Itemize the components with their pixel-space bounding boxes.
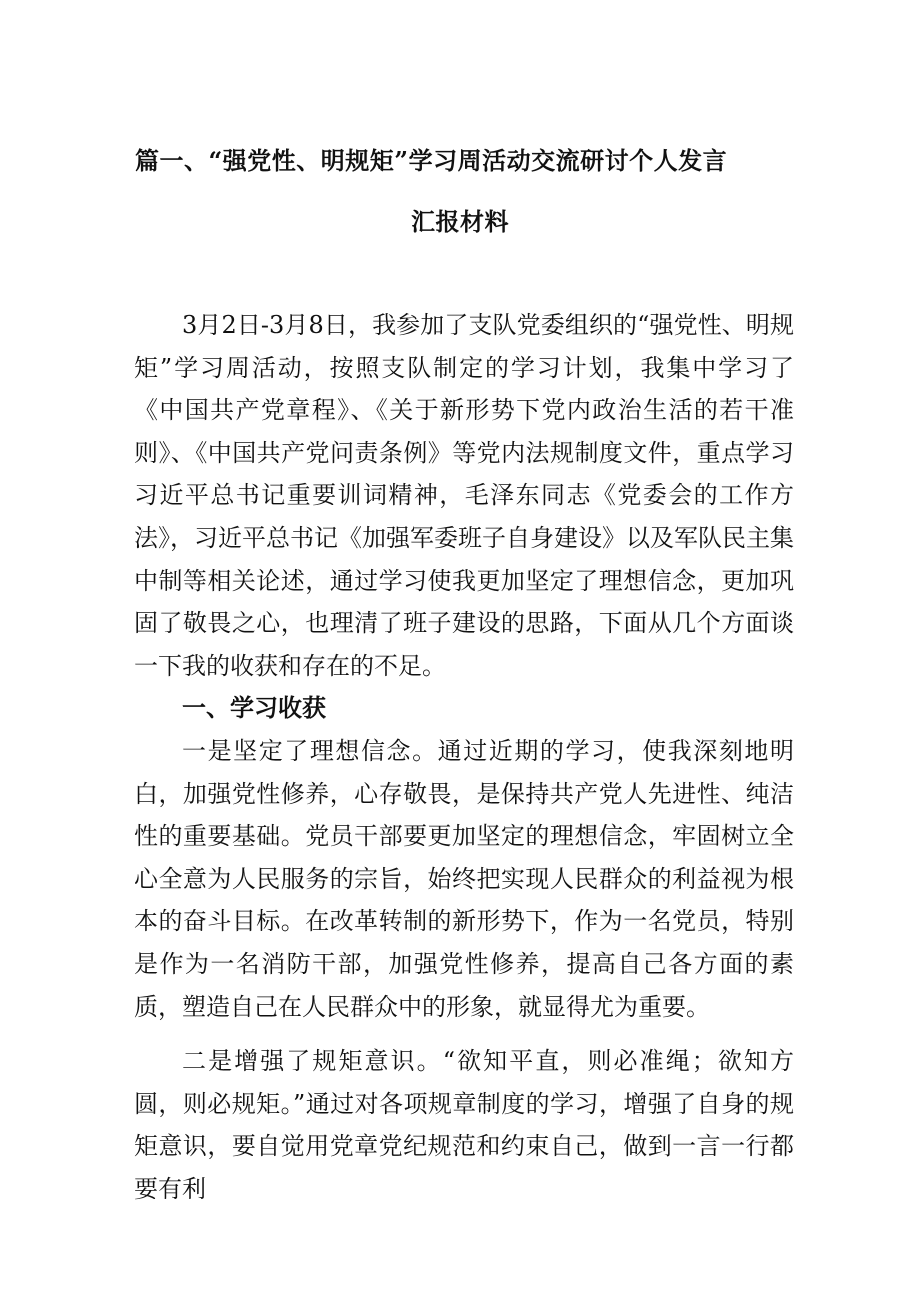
paragraph-intro: 3月2日-3月8日，我参加了支队党委组织的“强党性、明规矩”学习周活动，按照支队制定的学习计划，我集中学习了《中国共产党章程》、《关于新形势下党内政治生活的若干准则》、《中国共产党问责条例》等党内法规制度文件，重点学习习近平总书记重要训词精神，毛泽东同志《党委会的工作方法》，习近平总书记《加强军委班子自身建设》以及军队民主集中制等相关论述，通过学习使我更加坚定了理想信念，更加巩固了敬畏之心，也理清了班子建设的思路，下面从几个方面谈一下我的收获和存在的不足。: [134, 311, 794, 680]
document-title-line-1: 篇一、“强党性、明规矩”学习周活动交流研讨个人发言: [135, 146, 728, 175]
section-heading-learning-gains: 一、学习收获: [182, 693, 326, 723]
paragraph-ideals: 一是坚定了理想信念。通过近期的学习，使我深刻地明白，加强党性修养，心存敬畏，是保持共产党人先进性、纯洁性的重要基础。党员干部要更加坚定的理想信念，牢固树立全心全意为人民服务的宗旨，始终把实现人民群众的利益视为根本的奋斗目标。在改革转制的新形势下，作为一名党员，特别是作为一名消防干部，加强党性修养，提高自己各方面的素质，塑造自己在人民群众中的形象，就显得尤为重要。: [134, 736, 794, 1021]
document-body: [134, 304, 794, 1210]
paragraph-rules: 二是增强了规矩意识。“欲知平直，则必准绳；欲知方圆，则必规矩。”通过对各项规章制度的学习，增强了自身的规矩意识，要自觉用党章党纪规范和约束自己，做到一言一行都要有利: [134, 1047, 794, 1203]
document-title-line-2: 汇报材料: [411, 207, 509, 236]
